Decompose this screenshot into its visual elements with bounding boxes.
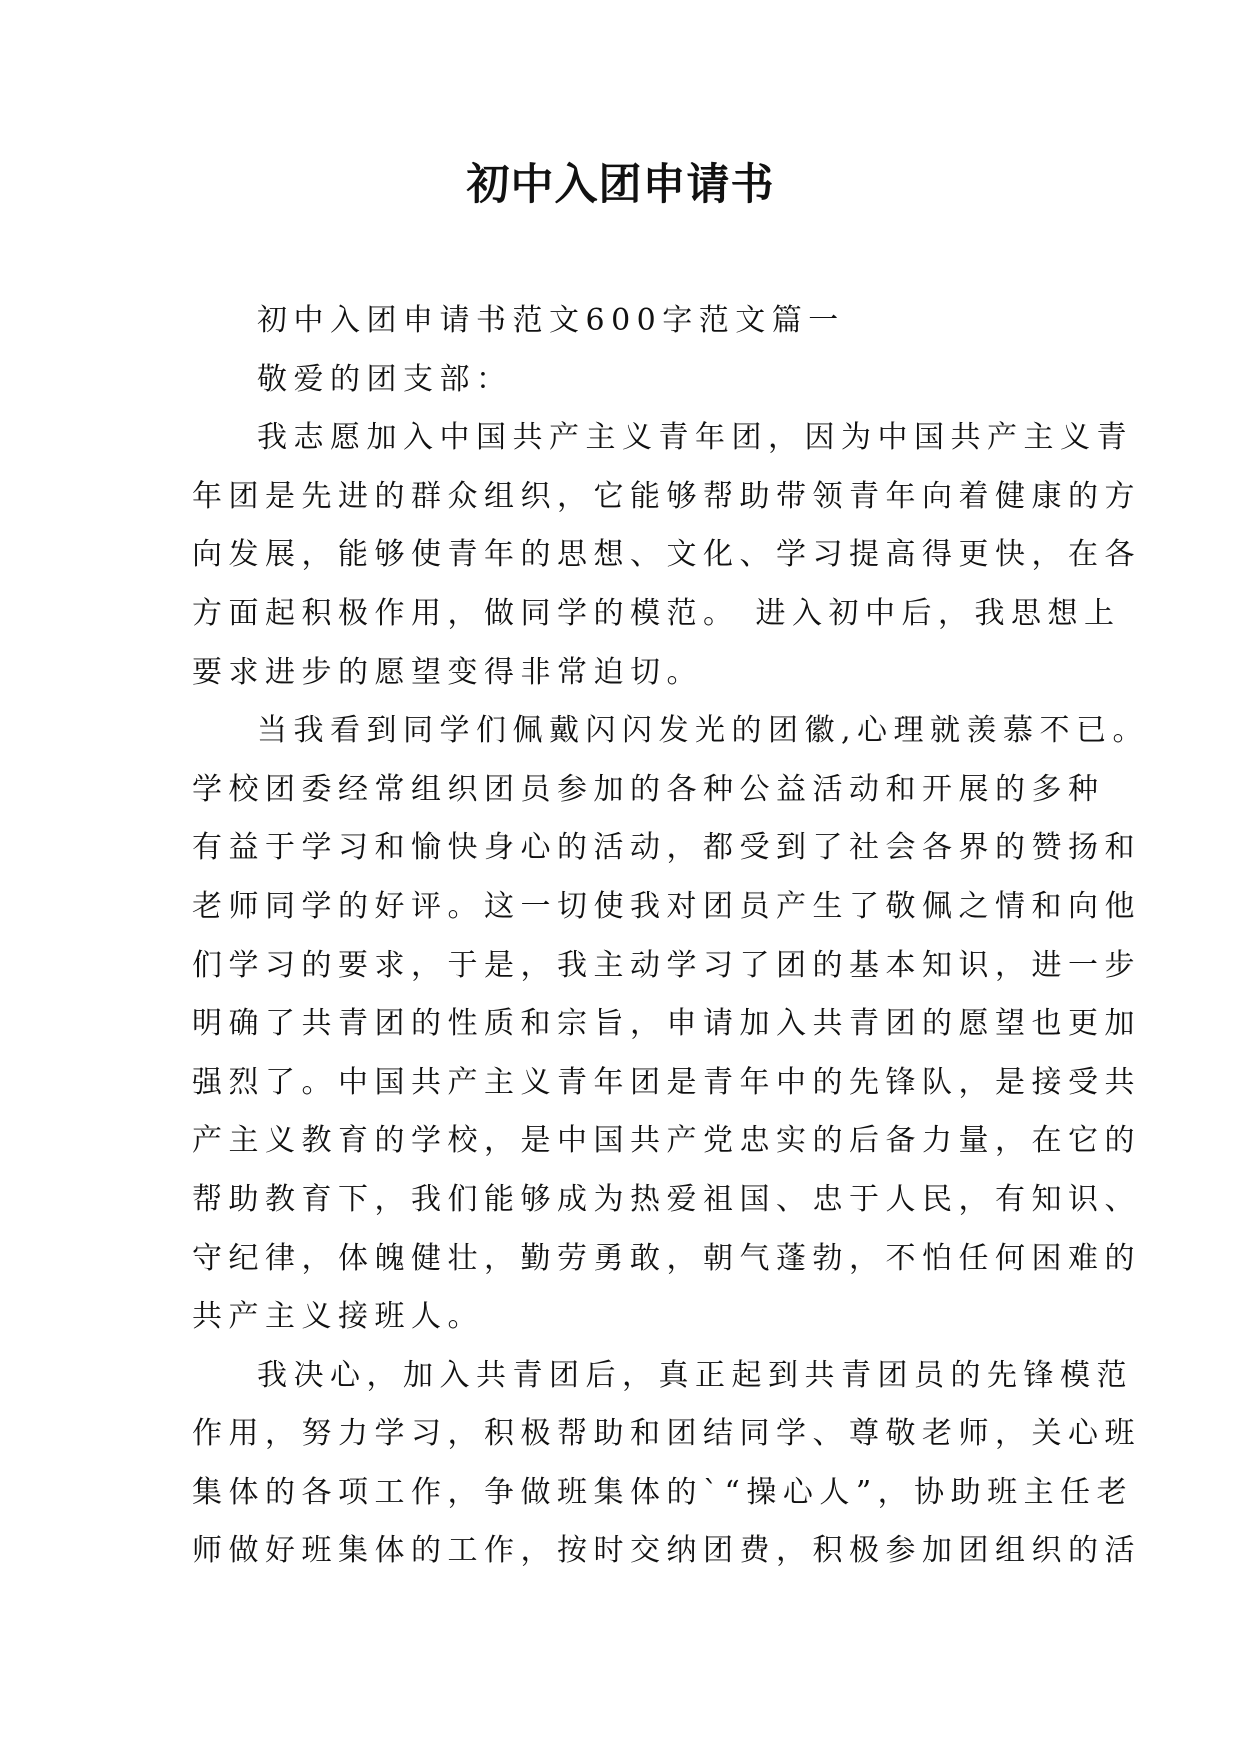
paragraph-2-line-5: 们学习的要求，于是，我主动学习了团的基本知识，进一步 (192, 947, 1141, 983)
paragraph-3-line-4: 师做好班集体的工作，按时交纳团费，积极参加团组织的活 (192, 1533, 1141, 1569)
paragraph-1-line-5: 要求进步的愿望变得非常迫切。 (192, 654, 703, 690)
subtitle-line: 初中入团申请书范文600字范文篇一 (257, 303, 845, 338)
paragraph-1-line-4: 方面起积极作用，做同学的模范。 进入初中后，我思想上 (192, 595, 1121, 631)
paragraph-2-line-9: 帮助教育下，我们能够成为热爱祖国、忠于人民，有知识、 (192, 1181, 1141, 1217)
paragraph-3-line-2: 作用，努力学习，积极帮助和团结同学、尊敬老师，关心班 (192, 1416, 1141, 1452)
document-title: 初中入团申请书 (466, 160, 775, 210)
paragraph-2-line-11: 共产主义接班人。 (192, 1299, 484, 1335)
paragraph-2-line-7: 强烈了。中国共产主义青年团是青年中的先锋队，是接受共 (192, 1064, 1141, 1100)
paragraph-3-line-3: 集体的各项工作，争做班集体的`“操心人”，协助班主任老 (192, 1474, 1134, 1510)
salutation-line: 敬爱的团支部： (257, 361, 513, 397)
paragraph-2-line-4: 老师同学的好评。这一切使我对团员产生了敬佩之情和向他 (192, 888, 1141, 924)
paragraph-2-line-1: 当我看到同学们佩戴闪闪发光的团徽,心理就羡慕不已。 (257, 713, 1150, 749)
paragraph-1-line-1: 我志愿加入中国共产主义青年团，因为中国共产主义青 (257, 420, 1133, 456)
paragraph-2-line-10: 守纪律，体魄健壮，勤劳勇敢，朝气蓬勃，不怕任何困难的 (192, 1240, 1141, 1276)
paragraph-2-line-8: 产主义教育的学校，是中国共产党忠实的后备力量，在它的 (192, 1123, 1141, 1159)
paragraph-2-line-3: 有益于学习和愉快身心的活动，都受到了社会各界的赞扬和 (192, 830, 1141, 866)
paragraph-1-line-2: 年团是先进的群众组织，它能够帮助带领青年向着健康的方 (192, 478, 1141, 514)
paragraph-2-line-2: 学校团委经常组织团员参加的各种公益活动和开展的多种 (192, 771, 1105, 807)
document-body (192, 292, 1150, 1581)
paragraph-1-line-3: 向发展，能够使青年的思想、文化、学习提高得更快，在各 (192, 537, 1141, 573)
paragraph-3-line-1: 我决心，加入共青团后，真正起到共青团员的先锋模范 (257, 1357, 1133, 1393)
paragraph-2-line-6: 明确了共青团的性质和宗旨，申请加入共青团的愿望也更加 (192, 1006, 1141, 1042)
